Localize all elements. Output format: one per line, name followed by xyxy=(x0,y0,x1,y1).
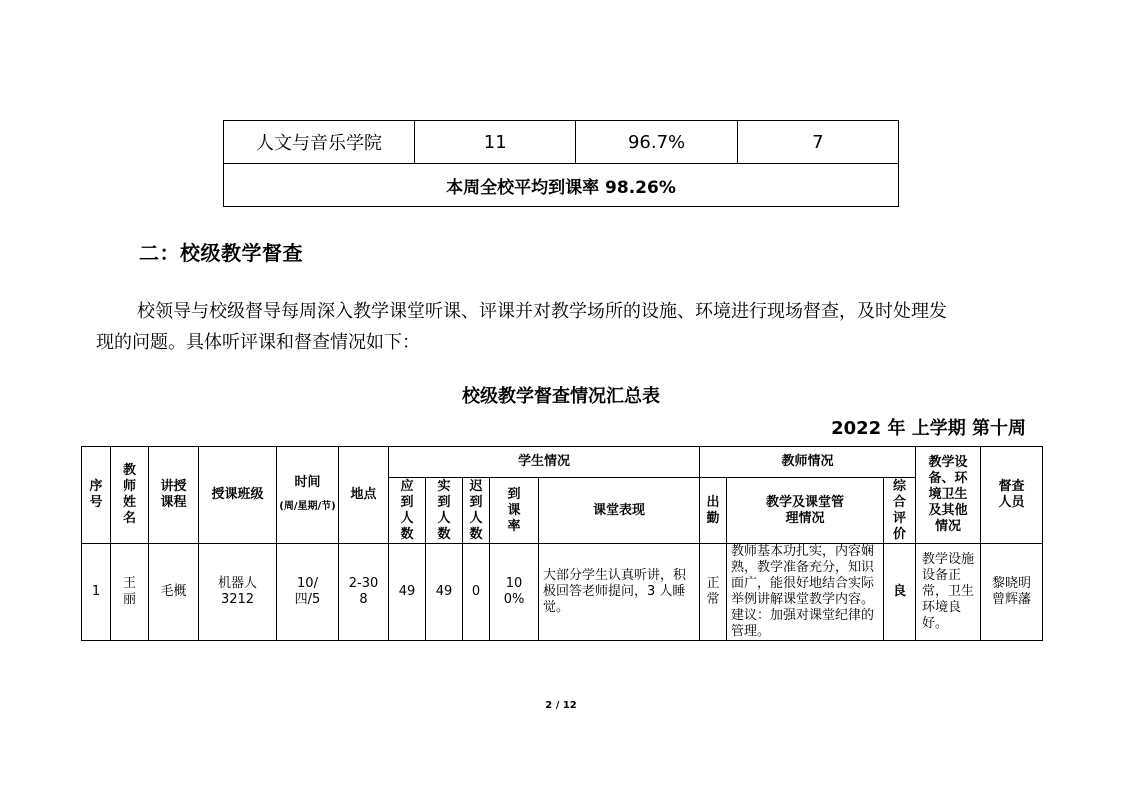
header-time-label: 时间 xyxy=(294,475,321,490)
cell-evaluation: 良 xyxy=(884,544,916,641)
cell-time: 10/四/5 xyxy=(277,544,339,641)
table-row-average xyxy=(224,164,899,207)
header-student-group: 学生情况 xyxy=(389,447,700,478)
cell-class: 机器人3212 xyxy=(199,544,277,641)
intro-paragraph xyxy=(96,296,1036,358)
cell-place: 2-308 xyxy=(339,544,389,641)
header-row-1 xyxy=(82,447,1043,478)
header-course: 讲授课程 xyxy=(149,447,199,544)
header-seq: 序号 xyxy=(82,447,111,544)
cell-teacher: 王丽 xyxy=(111,544,149,641)
header-actual: 实到人数 xyxy=(426,478,463,544)
count-cell: 11 xyxy=(415,121,576,164)
cell-course: 毛概 xyxy=(149,544,199,641)
header-place: 地点 xyxy=(339,447,389,544)
header-teaching: 教学及课堂管理情况 xyxy=(727,478,884,544)
header-time xyxy=(277,447,339,544)
table-row xyxy=(224,121,899,164)
header-facilities: 教学设备、环境卫生及其他情况 xyxy=(916,447,981,544)
header-attendance: 出勤 xyxy=(700,478,727,544)
cell-attendance: 正常 xyxy=(700,544,727,641)
paragraph-line-1: 校领导与校级督导每周深入教学课堂听课、评课并对教学场所的设施、环境进行现场督查，及时处理发 xyxy=(137,301,947,322)
header-inspectors: 督查人员 xyxy=(981,447,1043,544)
cell-rate: 100% xyxy=(490,544,539,641)
header-teacher-group: 教师情况 xyxy=(700,447,916,478)
college-cell: 人文与音乐学院 xyxy=(224,121,415,164)
cell-teaching: 教师基本功扎实，内容娴熟，教学准备充分，知识面广，能很好地结合实际举例讲解课堂教学内容。建议：加强对课堂纪律的管理。 xyxy=(727,544,884,641)
page-number: 2 / 12 xyxy=(545,700,577,711)
count-cell-2: 7 xyxy=(737,121,898,164)
cell-performance: 大部分学生认真听讲，积极回答老师提问，3 人睡觉。 xyxy=(539,544,700,641)
summary-table-title: 校级教学督查情况汇总表 xyxy=(462,386,660,407)
header-teacher: 教师姓名 xyxy=(111,447,149,544)
cell-seq: 1 xyxy=(82,544,111,641)
table-row xyxy=(82,544,1043,641)
cell-expected: 49 xyxy=(389,544,426,641)
section-heading: 二：校级教学督查 xyxy=(139,241,303,265)
header-late: 迟到人数 xyxy=(463,478,490,544)
header-performance: 课堂表现 xyxy=(539,478,700,544)
inspection-table xyxy=(81,446,1043,641)
header-time-sub: (周/星期/节) xyxy=(279,501,336,512)
cell-actual: 49 xyxy=(426,544,463,641)
cell-inspectors: 黎晓明曾辉藩 xyxy=(981,544,1043,641)
header-expected: 应到人数 xyxy=(389,478,426,544)
paragraph-line-2: 现的问题。具体听评课和督查情况如下： xyxy=(96,332,420,353)
attendance-table xyxy=(223,120,899,207)
term-label: 2022 年 上学期 第十周 xyxy=(831,418,1026,439)
rate-cell: 96.7% xyxy=(576,121,737,164)
header-class: 授课班级 xyxy=(199,447,277,544)
cell-facilities: 教学设施设备正常，卫生环境良好。 xyxy=(916,544,981,641)
cell-late: 0 xyxy=(463,544,490,641)
school-average: 本周全校平均到课率 98.26% xyxy=(224,164,899,207)
header-evaluation: 综合评价 xyxy=(884,478,916,544)
header-rate: 到课率 xyxy=(490,478,539,544)
